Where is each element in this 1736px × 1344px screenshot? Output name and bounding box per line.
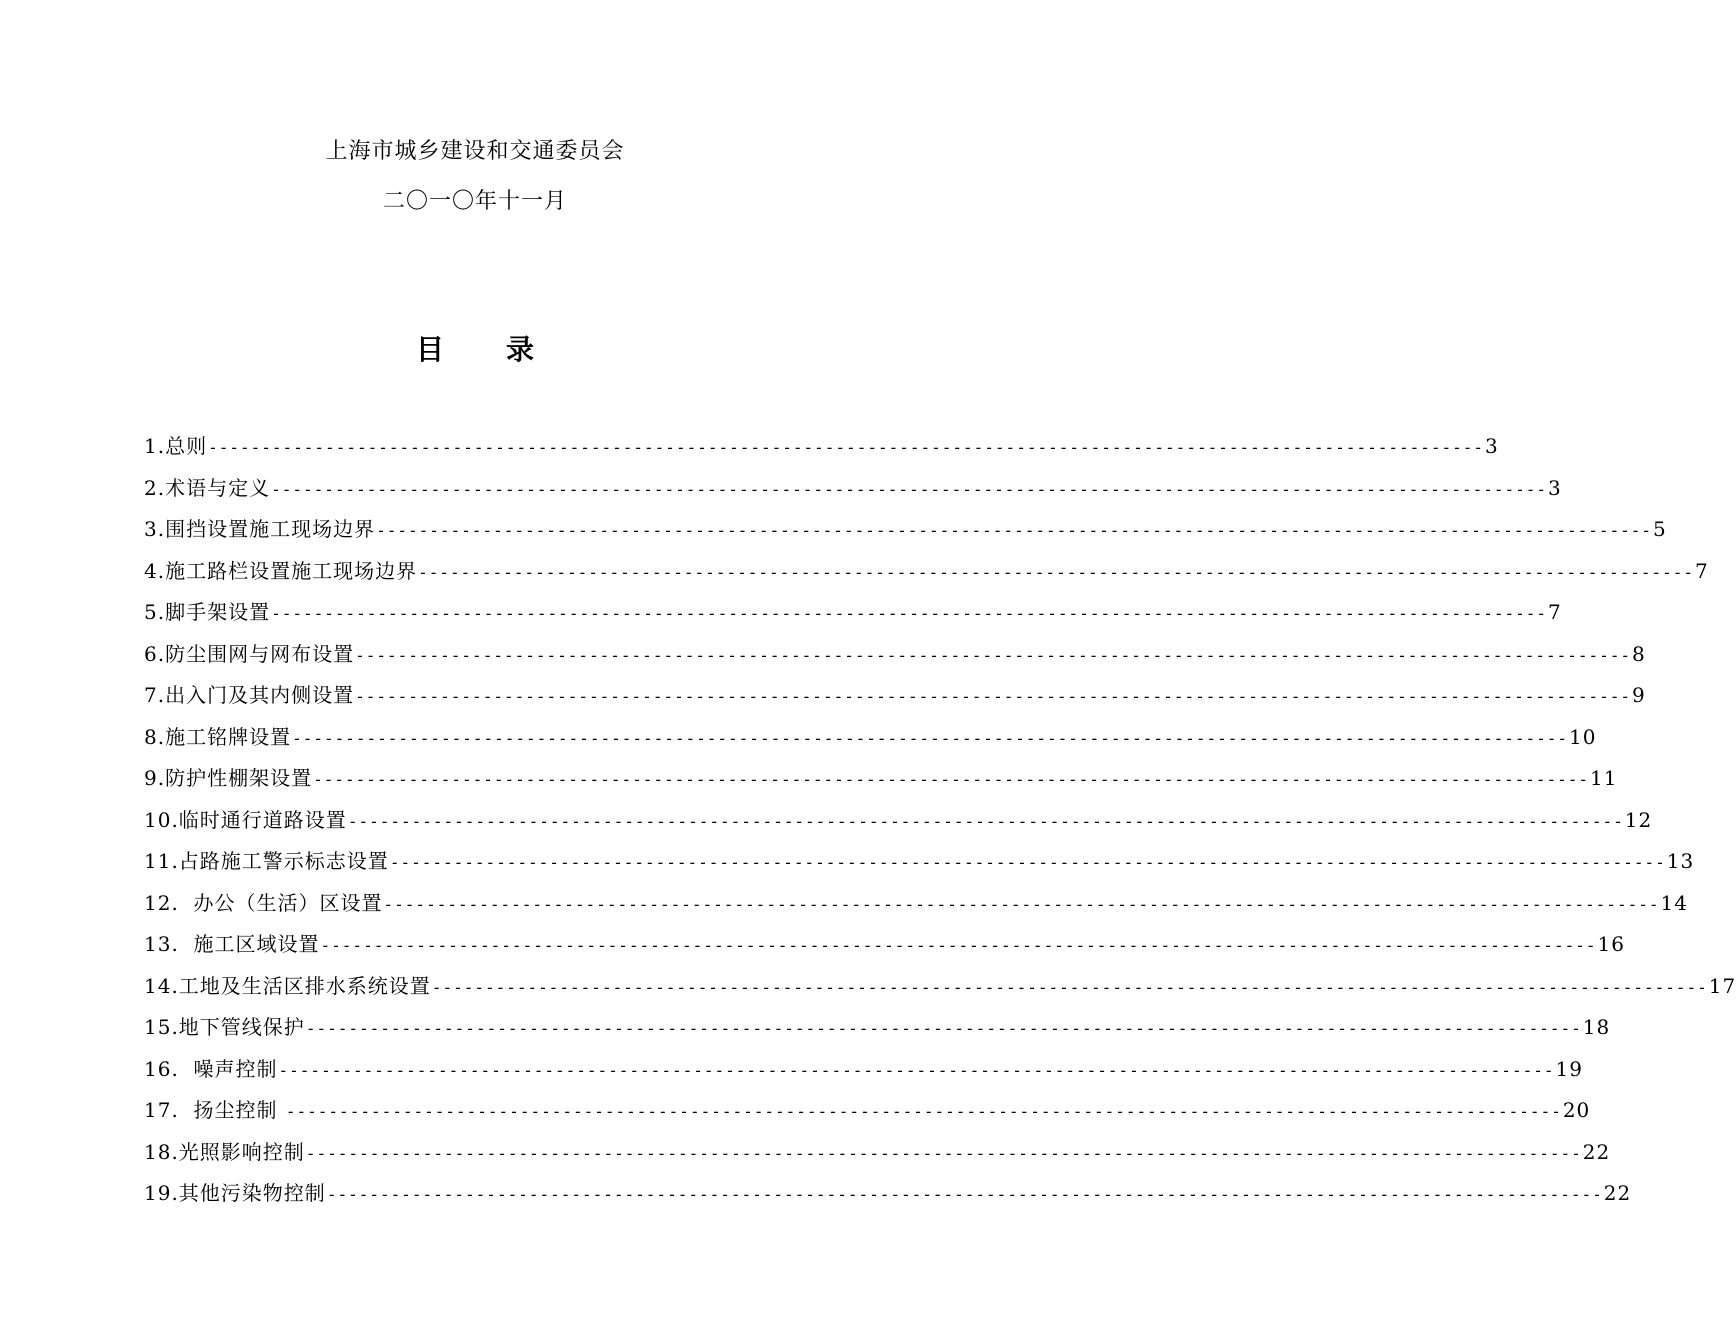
toc-entry-label: 7.出入门及其内侧设置: [144, 683, 355, 707]
toc-entry[interactable]: [144, 883, 1688, 925]
toc-leader: ------------------------------------------------------------------------------------------------------------------------: [418, 562, 1695, 582]
toc-entry-label: 5.脚手架设置: [144, 600, 271, 624]
toc-entry-page: 7: [1695, 558, 1709, 583]
toc-leader: ------------------------------------------------------------------------------------------------------------------------: [320, 936, 1597, 955]
toc-leader: ------------------------------------------------------------------------------------------------------------------------: [271, 604, 1548, 623]
toc-entry[interactable]: [144, 1173, 1632, 1215]
toc-leader: ------------------------------------------------------------------------------------------------------------------------: [271, 479, 1548, 499]
toc-entry[interactable]: [144, 1049, 1583, 1091]
toc-leader: ------------------------------------------------------------------------------------------------------------------------: [305, 1019, 1582, 1038]
toc-entry[interactable]: [144, 675, 1646, 717]
issue-date: 二〇一〇年十一月: [382, 189, 567, 214]
toc-entry[interactable]: [144, 1132, 1611, 1174]
toc-entry-page: 9: [1632, 683, 1646, 707]
toc-entry-page: 20: [1562, 1098, 1591, 1122]
toc-entry[interactable]: [144, 509, 1667, 551]
toc-entry-label: 18.光照影响控制: [144, 1139, 305, 1164]
toc-list: [144, 426, 1736, 1215]
toc-entry-page: 3: [1548, 475, 1562, 500]
toc-leader: ------------------------------------------------------------------------------------------------------------------------: [376, 521, 1653, 540]
toc-entry-page: 5: [1653, 517, 1667, 541]
toc-entry-page: 14: [1660, 890, 1688, 915]
toc-entry[interactable]: [144, 841, 1695, 883]
toc-entry-label: 16. 噪声控制: [144, 1056, 278, 1081]
toc-entry-label: 4.施工路栏设置施工现场边界: [144, 558, 418, 583]
toc-entry-page: 17: [1708, 973, 1736, 998]
toc-entry[interactable]: [144, 551, 1709, 593]
toc-entry-label: 15.地下管线保护: [144, 1015, 305, 1039]
toc-entry-page: 12: [1624, 807, 1653, 832]
toc-heading-char: 目: [415, 333, 444, 366]
toc-entry-page: 22: [1582, 1139, 1611, 1164]
toc-entry-label: 3.围挡设置施工现场边界: [144, 517, 376, 541]
toc-leader: ------------------------------------------------------------------------------------------------------------------------: [305, 1143, 1582, 1163]
toc-entry-label: 12. 办公（生活）区设置: [144, 890, 383, 915]
toc-entry-page: 10: [1569, 724, 1597, 749]
toc-leader: ------------------------------------------------------------------------------------------------------------------------: [292, 728, 1569, 748]
toc-entry[interactable]: [144, 758, 1618, 800]
issuer-name: 上海市城乡建设和交通委员会: [325, 139, 625, 164]
toc-entry[interactable]: [144, 924, 1625, 966]
toc-entry-page: 8: [1632, 641, 1646, 666]
toc-leader: ------------------------------------------------------------------------------------------------------------------------: [278, 1060, 1555, 1080]
toc-entry[interactable]: [144, 468, 1562, 510]
toc-entry[interactable]: [144, 966, 1736, 1008]
toc-entry-label: 8.施工铭牌设置: [144, 724, 292, 749]
toc-entry-page: 18: [1582, 1015, 1611, 1039]
toc-leader: ------------------------------------------------------------------------------------------------------------------------: [383, 894, 1660, 914]
toc-entry[interactable]: [144, 426, 1499, 468]
toc-leader: ------------------------------------------------------------------------------------------------------------------------: [313, 770, 1590, 789]
toc-entry[interactable]: [144, 634, 1646, 676]
toc-leader: ------------------------------------------------------------------------------------------------------------------------: [285, 1102, 1562, 1121]
toc-entry-label: 9.防护性棚架设置: [144, 766, 313, 790]
toc-leader: ------------------------------------------------------------------------------------------------------------------------: [208, 438, 1485, 457]
toc-entry[interactable]: [144, 717, 1597, 759]
toc-entry-page: 11: [1590, 766, 1618, 790]
toc-heading: [0, 330, 950, 370]
toc-entry[interactable]: [144, 592, 1562, 634]
toc-entry-label: 17. 扬尘控制: [144, 1098, 285, 1122]
toc-entry[interactable]: [144, 1090, 1591, 1132]
toc-entry-label: 2.术语与定义: [144, 475, 271, 500]
toc-heading-char: 录: [506, 333, 535, 366]
toc-leader: ------------------------------------------------------------------------------------------------------------------------: [355, 687, 1632, 706]
toc-entry-label: 13. 施工区域设置: [144, 932, 320, 956]
toc-leader: ------------------------------------------------------------------------------------------------------------------------: [326, 1185, 1603, 1204]
toc-entry-label: 6.防尘围网与网布设置: [144, 641, 355, 666]
toc-leader: ------------------------------------------------------------------------------------------------------------------------: [347, 811, 1624, 831]
toc-entry-label: 19.其他污染物控制: [144, 1181, 326, 1205]
toc-entry-page: 3: [1485, 434, 1499, 458]
toc-leader: ------------------------------------------------------------------------------------------------------------------------: [389, 853, 1666, 872]
toc-entry-page: 19: [1555, 1056, 1583, 1081]
toc-entry[interactable]: [144, 1007, 1611, 1049]
toc-entry-label: 1.总则: [144, 434, 208, 458]
toc-entry-label: 11.占路施工警示标志设置: [144, 849, 389, 873]
toc-entry-page: 7: [1548, 600, 1562, 624]
toc-leader: ------------------------------------------------------------------------------------------------------------------------: [431, 977, 1708, 997]
toc-entry-label: 14.工地及生活区排水系统设置: [144, 973, 431, 998]
toc-leader: ------------------------------------------------------------------------------------------------------------------------: [355, 645, 1632, 665]
toc-entry-page: 13: [1666, 849, 1695, 873]
toc-entry[interactable]: [144, 800, 1653, 842]
toc-entry-page: 22: [1603, 1181, 1632, 1205]
toc-entry-label: 10.临时通行道路设置: [144, 807, 347, 832]
toc-entry-page: 16: [1597, 932, 1625, 956]
